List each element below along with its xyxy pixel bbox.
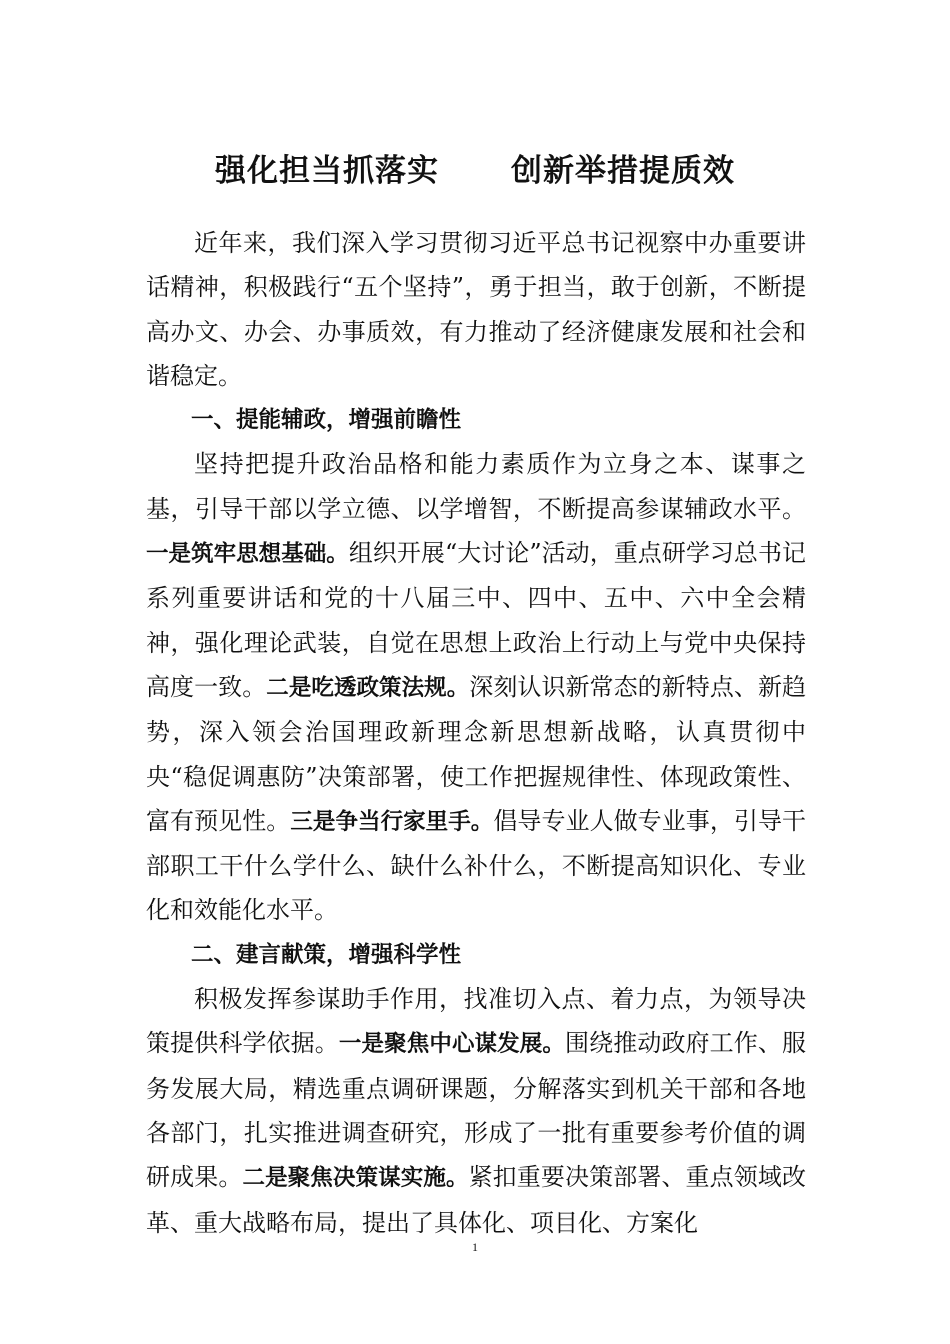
section-1-lead: 坚持把提升政治品格和能力素质作为立身之本、谋事之基，引导干部以学立德、以学增智，不断提高参谋辅政水平。 [146, 450, 806, 523]
section-1-point-1-text: 组织开展“大讨论”活动，重点研学习总书记系列重要讲话和党的十八届三中、四中、五中、六中全会精神，强化理论武装，自觉在思想上政治上行动上与党中央保持高度一致。 [146, 539, 806, 701]
page-number: 1 [472, 1240, 478, 1254]
section-2-point-1-text: 围绕推动政府工作、服务发展大局，精选重点调研课题，分解落实到机关干部和各地各部门，扎实推进调查研究，形成了一批有重要参考价值的调研成果。 [146, 1029, 806, 1192]
section-1-point-2-label: 二是吃透政策法规。 [266, 674, 470, 701]
section-2-lead: 积极发挥参谋助手作用，找准切入点、着力点，为领导决策提供科学依据。 [146, 985, 806, 1058]
document-body [146, 221, 806, 1245]
title-right: 创新举措提质效 [511, 153, 735, 189]
section-2-point-1-label: 一是聚焦中心谋发展。 [338, 1031, 565, 1058]
section-2-paragraph [146, 977, 806, 1245]
section-2-point-2-text: 紧扣重要决策部署、重点领域改革、重大战略布局，提出了具体化、项目化、方案化 [146, 1163, 806, 1237]
section-1-point-3-label: 三是争当行家里手。 [290, 808, 494, 835]
section-2-point-2-label: 二是聚焦决策谋实施。 [242, 1165, 469, 1192]
section-1-point-3-text: 倡导专业人做专业事，引导干部职工干什么学什么、缺什么补什么，不断提高知识化、专业化和效能化水平。 [146, 806, 807, 925]
section-heading-2: 二、建言献策，增强科学性 [191, 941, 462, 968]
document-title [0, 146, 950, 196]
section-1-point-1-label: 一是筑牢思想基础。 [146, 541, 349, 568]
section-1-point-2-text: 深刻认识新常态的新特点、新趋势，深入领会治国理政新理念新思想新战略，认真贯彻中央“稳促调惠防”决策部署，使工作把握规律性、体现政策性、富有预见性。 [146, 672, 806, 835]
intro-paragraph: 近年来，我们深入学习贯彻习近平总书记视察中办重要讲话精神，积极践行“五个坚持”，勇于担当，敢于创新，不断提高办文、办会、办事质效，有力推动了经济健康发展和社会和谐稳定。 [146, 229, 806, 390]
title-left: 强化担当抓落实 [215, 153, 439, 189]
section-heading-1: 一、提能辅政，增强前瞻性 [191, 407, 462, 434]
section-1-paragraph [146, 442, 806, 932]
